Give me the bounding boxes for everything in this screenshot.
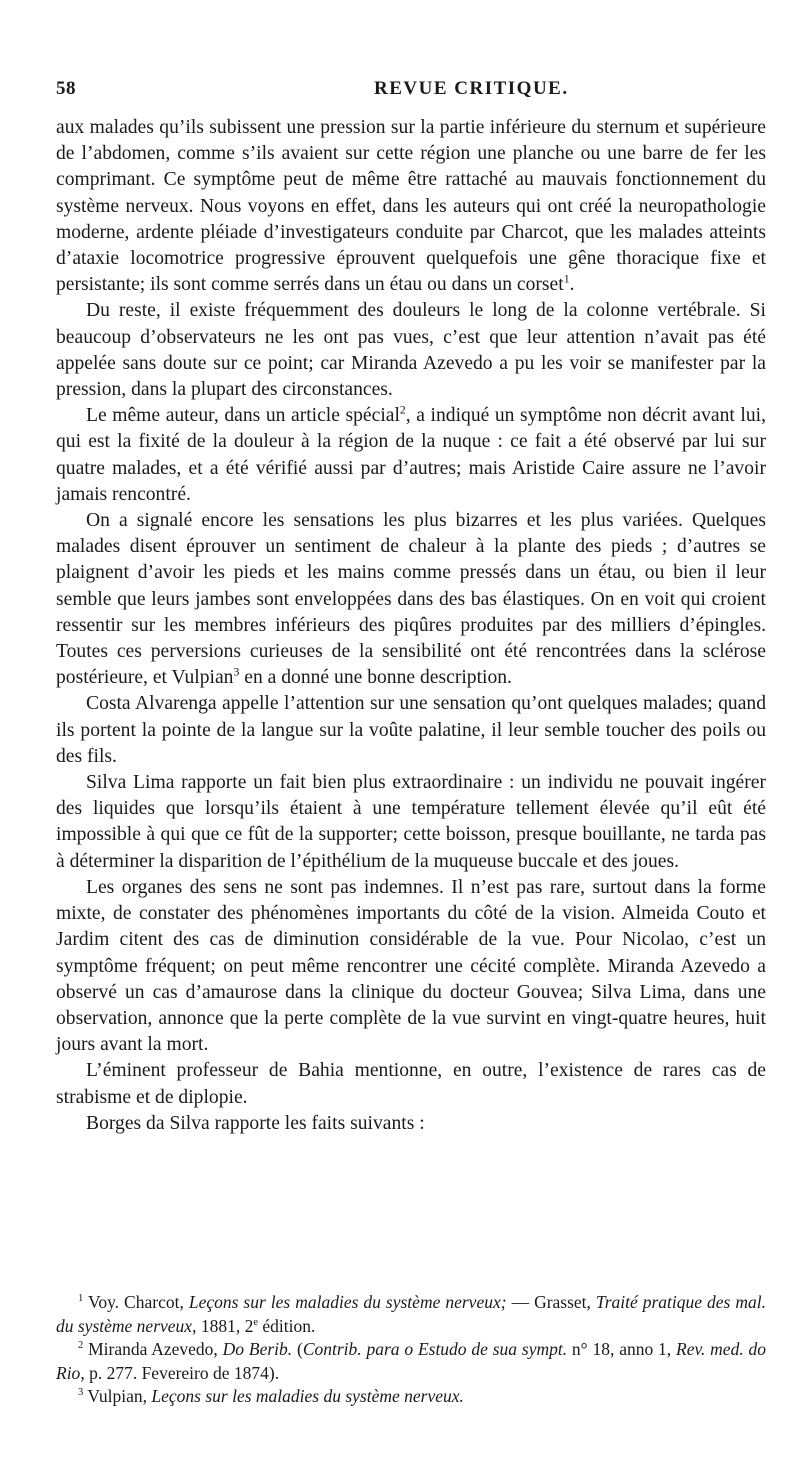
footnote-number: 1 <box>78 1293 84 1305</box>
footnote: $^3$ Vulpian, Leçons sur les maladies du système nerveux. <box>78 1386 464 1406</box>
footnote-ref: 2 <box>399 403 406 417</box>
footnote: $^2$ Miranda Azevedo, Do Berib. (Contrib. para o Estudo de sua sympt. n° 18, anno 1, Rev. med. do Rio, p. 277. Fevereiro de 1874). <box>56 1339 767 1383</box>
paragraph: Le même auteur, dans un article spécial$^2$, a indiqué un symptôme non décrit avant lui, qui est la fixité de la douleur à la région de la nuque : ce fait a été observé par lui sur quatre malades, et a été vérifié aussi par d’autres; mais Aristide Caire assure ne l’avoir jamais rencontré. <box>56 403 766 505</box>
paragraph: Du reste, il existe fréquemment des douleurs le long de la colonne vertébrale. Si beaucoup d’observateurs ne les ont pas vues, c’est que leur attention n’avait pas été appelée sans doute sur ce point; car Miranda Azevedo a pu les voir se manifester par la pression, dans la plupart des circonstances. <box>56 300 766 401</box>
footnote-number: 2 <box>78 1340 84 1352</box>
paragraph: Les organes des sens ne sont pas indemnes. Il n’est pas rare, surtout dans la forme mixte, de constater des phénomènes importants du côté de la vision. Almeida Couto et Jardim citent des cas de diminution considérable de la vue. Pour Nicolao, c’est un symptôme fréquent; on peut même rencontrer une cécité complète. Miranda Azevedo a observé un cas d’amaurose dans la clinique du docteur Gouvea; Silva Lima, dans une observation, annonce que la perte complète de la vue survint en vingt-quatre heures, huit jours avant la mort. <box>56 876 766 1056</box>
footnote-number: 3 <box>78 1387 84 1399</box>
running-head: REVUE CRITIQUE. <box>374 78 569 99</box>
footnote-ref: 1 <box>563 272 570 286</box>
page-number: 58 <box>56 78 76 99</box>
footnotes <box>56 1291 766 1409</box>
paragraph: Borges da Silva rapporte les faits suivants : <box>86 1112 425 1134</box>
paragraph: On a signalé encore les sensations les plus bizarres et les plus variées. Quelques malades disent éprouver un sentiment de chaleur à la plante des pieds ; d’autres se plaignent d’avoir les pieds et les mains comme pressés dans un étau, ou bien il leur semble que leurs jambes sont enveloppées dans des bas élastiques. On en voit qui croient ressentir sur les membres inférieurs des piqûres produites par des milliers d’épingles. Toutes ces perversions curieuses de la sensibilité ont été rencontrées dans la sclérose postérieure, et Vulpian$^3$ en a donné une bonne description. <box>56 510 766 689</box>
paragraph: aux malades qu’ils subissent une pression sur la partie inférieure du sternum et supérieure de l’abdomen, comme s’ils avaient sur cette région une planche ou une barre de fer les comprimant. Ce symptôme peut de même être rattaché au mauvais fonctionnement du système nerveux. Nous voyons en effet, dans les auteurs qui ont créé la neuropathologie moderne, ardente pléiade d’investigateurs conduite par Charcot, que les malades atteints d’ataxie locomotrice progressive éprouvent quelquefois une gêne thoracique fixe et persistante; ils sont comme serrés dans un étau ou dans un corset$^1$. <box>56 117 766 296</box>
footnote: $^1$ Voy. Charcot, Leçons sur les maladies du système nerveux; — Grasset, Traité pratique des mal. du système nerveux, 1881, 2e édition. <box>56 1292 766 1336</box>
body-text <box>56 115 766 1137</box>
paragraph: Costa Alvarenga appelle l’attention sur une sensation qu’ont quelques malades; quand ils portent la pointe de la langue sur la voûte palatine, il leur semble toucher des poils ou des fils. <box>56 693 766 767</box>
page-header <box>56 78 762 104</box>
paragraph: Silva Lima rapporte un fait bien plus extraordinaire : un individu ne pouvait ingérer des liquides que lorsqu’ils étaient à une température tellement élevée qu’il eût été impossible à qui que ce fût de la supporter; cette boisson, presque bouillante, ne tarda pas à déterminer la disparition de l’épithélium de la muqueuse buccale et des joues. <box>56 772 766 872</box>
paragraph: L’éminent professeur de Bahia mentionne, en outre, l’existence de rares cas de strabisme et de diplopie. <box>56 1060 766 1108</box>
footnote-ref: 3 <box>233 665 240 679</box>
